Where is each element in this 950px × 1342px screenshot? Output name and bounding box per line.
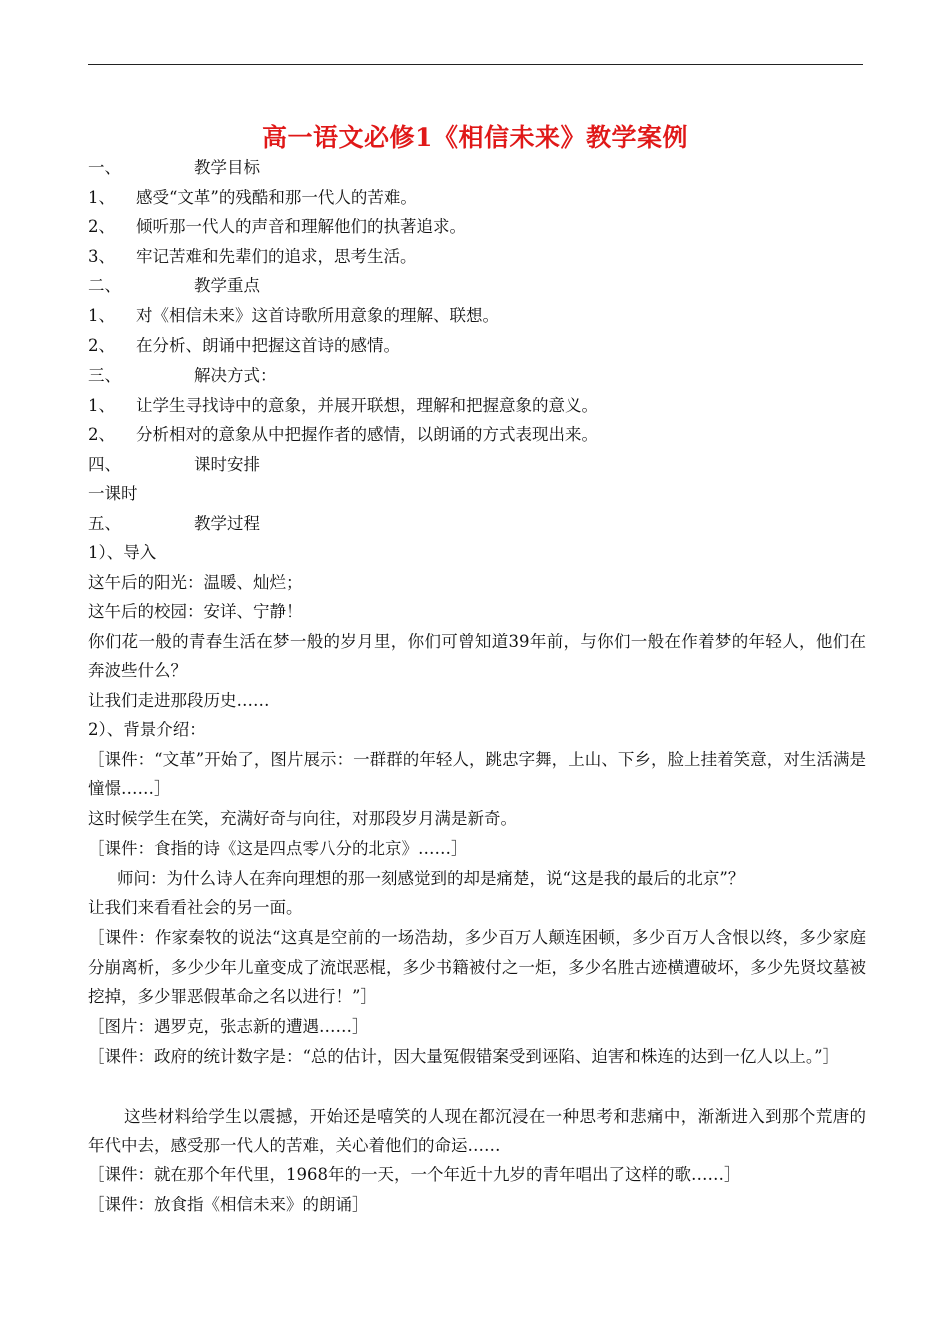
list-item [88,188,417,208]
paragraph: 这些材料给学生以震撼，开始还是嘻笑的人现在都沉浸在一种思考和悲痛中，渐渐进入到那个荒唐的年代中去，感受那一代人的苦难，关心着他们的命运…… [88,1107,866,1155]
section-heading-2 [88,276,260,296]
item-text: 在分析、朗诵中把握这首诗的感情。 [136,336,400,355]
list-item [88,336,400,356]
item-text: 感受“文革”的残酷和那一代人的苦难。 [136,188,417,207]
section-label: 教学过程 [194,514,260,533]
paragraph: 师问：为什么诗人在奔向理想的那一刻感觉到的却是痛楚，说“这是我的最后的北京”？ [117,869,745,888]
section-heading-1 [88,158,260,178]
section-label: 课时安排 [194,455,260,474]
courseware-note: ［课件：政府的统计数字是：“总的估计，因大量冤假错案受到诬陷、迫害和株连的达到一亿人以上。”］ [88,1047,840,1066]
courseware-note: ［课件：食指的诗《这是四点零八分的北京》……］ [88,839,468,858]
item-number: 1、 [88,306,115,325]
section-label: 教学重点 [194,276,260,295]
courseware-note: ［课件：作家秦牧的说法“这真是空前的一场浩劫，多少百万人颠连困顿，多少百万人含恨以终，多少家庭分崩离析，多少少年儿童变成了流氓恶棍，多少书籍被付之一炬，多少名胜古迹横遭破坏，多少先贤坟墓被挖掉，多少罪恶假革命之名以进行！”］ [88,928,866,1006]
paragraph: 你们花一般的青春生活在梦一般的岁月里，你们可曾知道39年前，与你们一般在作着梦的年轻人，他们在奔波些什么？ [88,632,866,680]
courseware-note: ［课件：“文革”开始了，图片展示：一群群的年轻人，跳忠字舞，上山、下乡，脸上挂着笑意，对生活满是憧憬……］ [88,750,866,798]
item-number: 1、 [88,396,115,415]
section-number: 二、 [88,276,121,295]
paragraph: 这午后的校园：安详、宁静！ [88,602,303,621]
paragraph: 一课时 [88,484,138,503]
section-heading-4 [88,455,260,475]
section-heading-3 [88,366,277,386]
item-number: 3、 [88,247,115,266]
item-text: 对《相信未来》这首诗歌所用意象的理解、联想。 [136,306,499,325]
item-number: 2、 [88,336,115,355]
page-title: 高一语文必修1《相信未来》教学案例 [262,123,688,152]
list-item [88,396,598,416]
paragraph: 这时候学生在笑，充满好奇与向往，对那段岁月满是新奇。 [88,809,517,828]
item-number: 2、 [88,217,115,236]
paragraph: 让我们来看看社会的另一面。 [88,898,303,917]
item-text: 让学生寻找诗中的意象，并展开联想，理解和把握意象的意义。 [136,396,598,415]
item-text: 倾听那一代人的声音和理解他们的执著追求。 [136,217,466,236]
item-text: 分析相对的意象从中把握作者的感情，以朗诵的方式表现出来。 [136,425,598,444]
list-item [88,217,466,237]
subheading: 1）、导入 [88,543,157,562]
subheading: 2）、背景介绍： [88,720,206,739]
item-text: 牢记苦难和先辈们的追求，思考生活。 [136,247,417,266]
header-rule [88,64,863,65]
list-item [88,306,499,326]
paragraph: 让我们走进那段历史…… [88,691,270,710]
section-label: 解决方式： [194,366,277,385]
item-number: 1、 [88,188,115,207]
courseware-note: ［课件：放食指《相信未来》的朗诵］ [88,1195,369,1214]
section-number: 三、 [88,366,121,385]
section-number: 五、 [88,514,121,533]
courseware-note: ［课件：就在那个年代里，1968年的一天，一个年近十九岁的青年唱出了这样的歌……］ [88,1165,741,1184]
list-item [88,425,598,445]
item-number: 2、 [88,425,115,444]
paragraph: 这午后的阳光：温暖、灿烂； [88,573,303,592]
section-number: 一、 [88,158,121,177]
section-heading-5 [88,514,260,534]
section-label: 教学目标 [194,158,260,177]
list-item [88,247,417,267]
image-note: ［图片：遇罗克，张志新的遭遇……］ [88,1017,369,1036]
section-number: 四、 [88,455,121,474]
